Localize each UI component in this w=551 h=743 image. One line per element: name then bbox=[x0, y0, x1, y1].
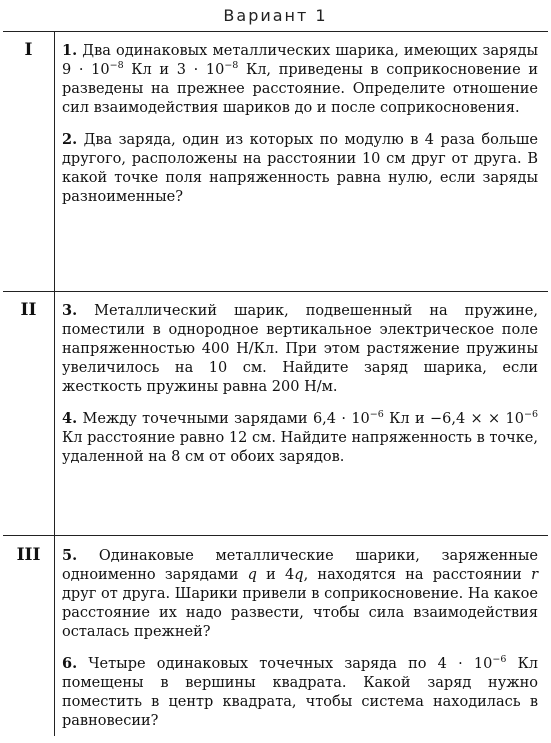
problem-4: 4. Между точечными зарядами $6,4 \cdot 10^{-6}$ Кл и −6,4 × × $10^{-6}$ Кл расстояние равно 12 см. Найдите напряженность в точке, удаленной на 8 см от обоих зарядов. bbox=[62, 409, 538, 465]
problem-number: 3. bbox=[62, 302, 78, 319]
problem-number: 1. bbox=[62, 42, 78, 59]
problem-number: 4. bbox=[62, 410, 78, 427]
table-top-border bbox=[3, 31, 548, 32]
section-divider-2 bbox=[3, 535, 548, 536]
column-divider bbox=[54, 31, 55, 736]
section-1 bbox=[62, 41, 538, 219]
problem-number: 6. bbox=[62, 655, 78, 672]
section-number-2: II bbox=[20, 300, 37, 320]
section-number-1: I bbox=[24, 40, 33, 60]
problem-number: 2. bbox=[62, 131, 78, 148]
variant-title: Вариант 1 bbox=[223, 6, 328, 25]
problem-2: 2. Два заряда, один из которых по модулю в 4 раза больше другого, расположены на расстоянии 10 см друг от друга. В какой точке поля напряженность равна нулю, если заряды разноименные? bbox=[62, 131, 538, 205]
problem-3: 3. Металлический шарик, подвешенный на пружине, поместили в однородное вертикальное электрическое поле напряженностью 400 Н/Кл. При этом растяжение пружины увеличилось на 10 см. Найдите заряд шарика, если жесткость пружины равна 200 Н/м. bbox=[62, 302, 538, 395]
problem-6: 6. Четыре одинаковых точечных заряда по $4 \cdot 10^{-6}$ Кл помещены в вершины квадрата. Какой заряд нужно поместить в центр квадрата, чтобы система находилась в равновесии? bbox=[62, 654, 539, 729]
section-3 bbox=[62, 546, 538, 743]
section-number-3: III bbox=[16, 545, 41, 565]
problem-5: 5. Одинаковые металлические шарики, заряженные одноименно зарядами q и 4q, находятся на расстоянии r друг от друга. Шарики привели в соприкосновение. На какое расстояние их надо развести, чтобы сила взаимодействия осталась прежней? bbox=[62, 547, 539, 640]
problem-1: 1. Два одинаковых металлических шарика, имеющих заряды $9 \cdot 10^{-8}$ Кл и $3 \cdot 10^{-8}$ Кл, приведены в соприкосновение и разведены на прежнее расстояние. Определите отношение сил взаимодействия шариков до и после соприкосновения. bbox=[62, 42, 538, 116]
problem-number: 5. bbox=[62, 547, 78, 564]
section-divider-1 bbox=[3, 291, 548, 292]
section-2 bbox=[62, 301, 538, 479]
